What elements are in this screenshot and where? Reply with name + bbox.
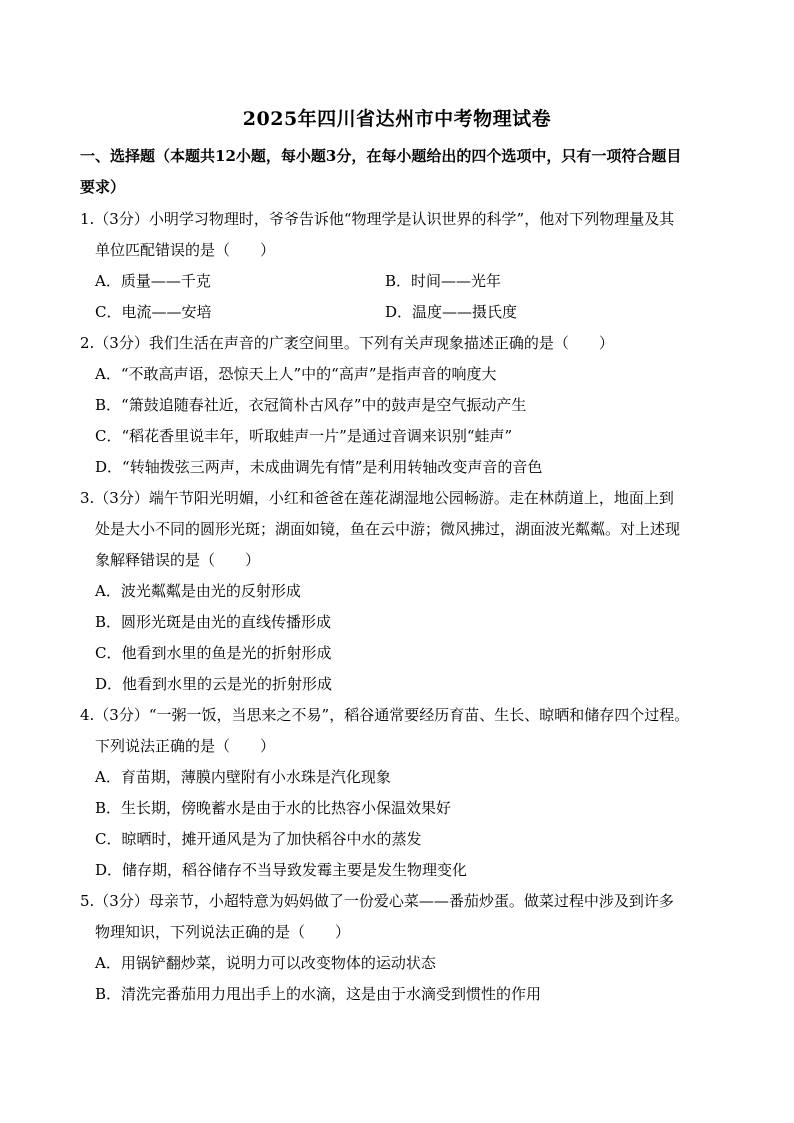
question-4-option-d: D．储存期，稻谷储存不当导致发霉主要是发生物理变化 (95, 861, 468, 879)
question-1-stem-line-2: 单位匹配错误的是（ ） (95, 241, 276, 259)
question-1-options-row-2 (80, 297, 730, 328)
question-1-stem-line-1: 1.（3分）小明学习物理时，爷爷告诉他“物理学是认识世界的科学”，他对下列物理量及其 (80, 210, 675, 228)
question-4 (80, 700, 730, 886)
question-4-option-c: C．晾晒时，摊开通风是为了加快稻谷中水的蒸发 (95, 830, 422, 848)
question-4-option-a: A．育苗期，薄膜内壁附有小水珠是汽化现象 (95, 768, 391, 786)
question-1 (80, 204, 730, 328)
question-3-option-b: B．圆形光斑是由光的直线传播形成 (95, 613, 332, 631)
question-1-option-a: A．质量——千克 (95, 272, 211, 290)
question-1-options-row-1 (80, 266, 730, 297)
question-1-option-d: D．温度——摄氏度 (385, 303, 518, 321)
question-2 (80, 328, 730, 483)
question-5-stem-line-1: 5.（3分）母亲节，小超特意为妈妈做了一份爱心菜——番茄炒蛋。做菜过程中涉及到许多 (80, 892, 674, 910)
question-5-option-b: B．清洗完番茄用力甩出手上的水滴，这是由于水滴受到惯性的作用 (95, 985, 542, 1003)
question-4-option-b: B．生长期，傍晚蓄水是由于水的比热容小保温效果好 (95, 799, 452, 817)
question-2-option-d: D．“转轴拨弦三两声，未成曲调先有情”是利用转轴改变声音的音色 (95, 458, 543, 476)
question-list (80, 204, 730, 1010)
question-4-stem-line-2: 下列说法正确的是（ ） (95, 737, 276, 755)
question-2-stem-line-1: 2.（3分）我们生活在声音的广袤空间里。下列有关声现象描述正确的是（ ） (80, 334, 614, 352)
question-2-option-a: A．“不敢高声语，恐惊天上人”中的“高声”是指声音的响度大 (95, 365, 497, 383)
question-3 (80, 483, 730, 700)
question-3-option-c: C．他看到水里的鱼是光的折射形成 (95, 644, 332, 662)
question-3-stem-line-3: 象解释错误的是（ ） (95, 551, 261, 569)
question-5 (80, 886, 730, 1010)
question-5-option-a: A．用锅铲翻炒菜，说明力可以改变物体的运动状态 (95, 954, 436, 972)
page-title: 2025年四川省达州市中考物理试卷 (242, 108, 552, 130)
section-heading-line-2: 要求） (80, 178, 126, 196)
question-2-option-b: B．“箫鼓追随春社近，衣冠简朴古风存”中的鼓声是空气振动产生 (95, 396, 527, 414)
question-1-option-c: C．电流——安培 (95, 303, 212, 321)
question-5-stem-line-2: 物理知识，下列说法正确的是（ ） (95, 923, 351, 941)
question-3-option-d: D．他看到水里的云是光的折射形成 (95, 675, 333, 693)
question-3-stem-line-1: 3.（3分）端午节阳光明媚，小红和爸爸在莲花湖湿地公园畅游。走在林荫道上，地面上到 (80, 489, 674, 507)
section-heading-line-1: 一、选择题（本题共12小题，每小题3分，在每小题给出的四个选项中，只有一项符合题目 (80, 147, 682, 165)
question-2-option-c: C．“稻花香里说丰年，听取蛙声一片”是通过音调来识别“蛙声” (95, 427, 513, 445)
question-3-stem-line-2: 处是大小不同的圆形光斑；湖面如镜，鱼在云中游；微风拂过，湖面波光粼粼。对上述现 (95, 520, 681, 538)
question-4-stem-line-1: 4.（3分）“一粥一饭，当思来之不易”，稻谷通常要经历育苗、生长、晾晒和储存四个过程。 (80, 706, 690, 724)
question-1-option-b: B．时间——光年 (385, 272, 502, 290)
question-3-option-a: A．波光粼粼是由光的反射形成 (95, 582, 301, 600)
section-heading (80, 141, 730, 203)
